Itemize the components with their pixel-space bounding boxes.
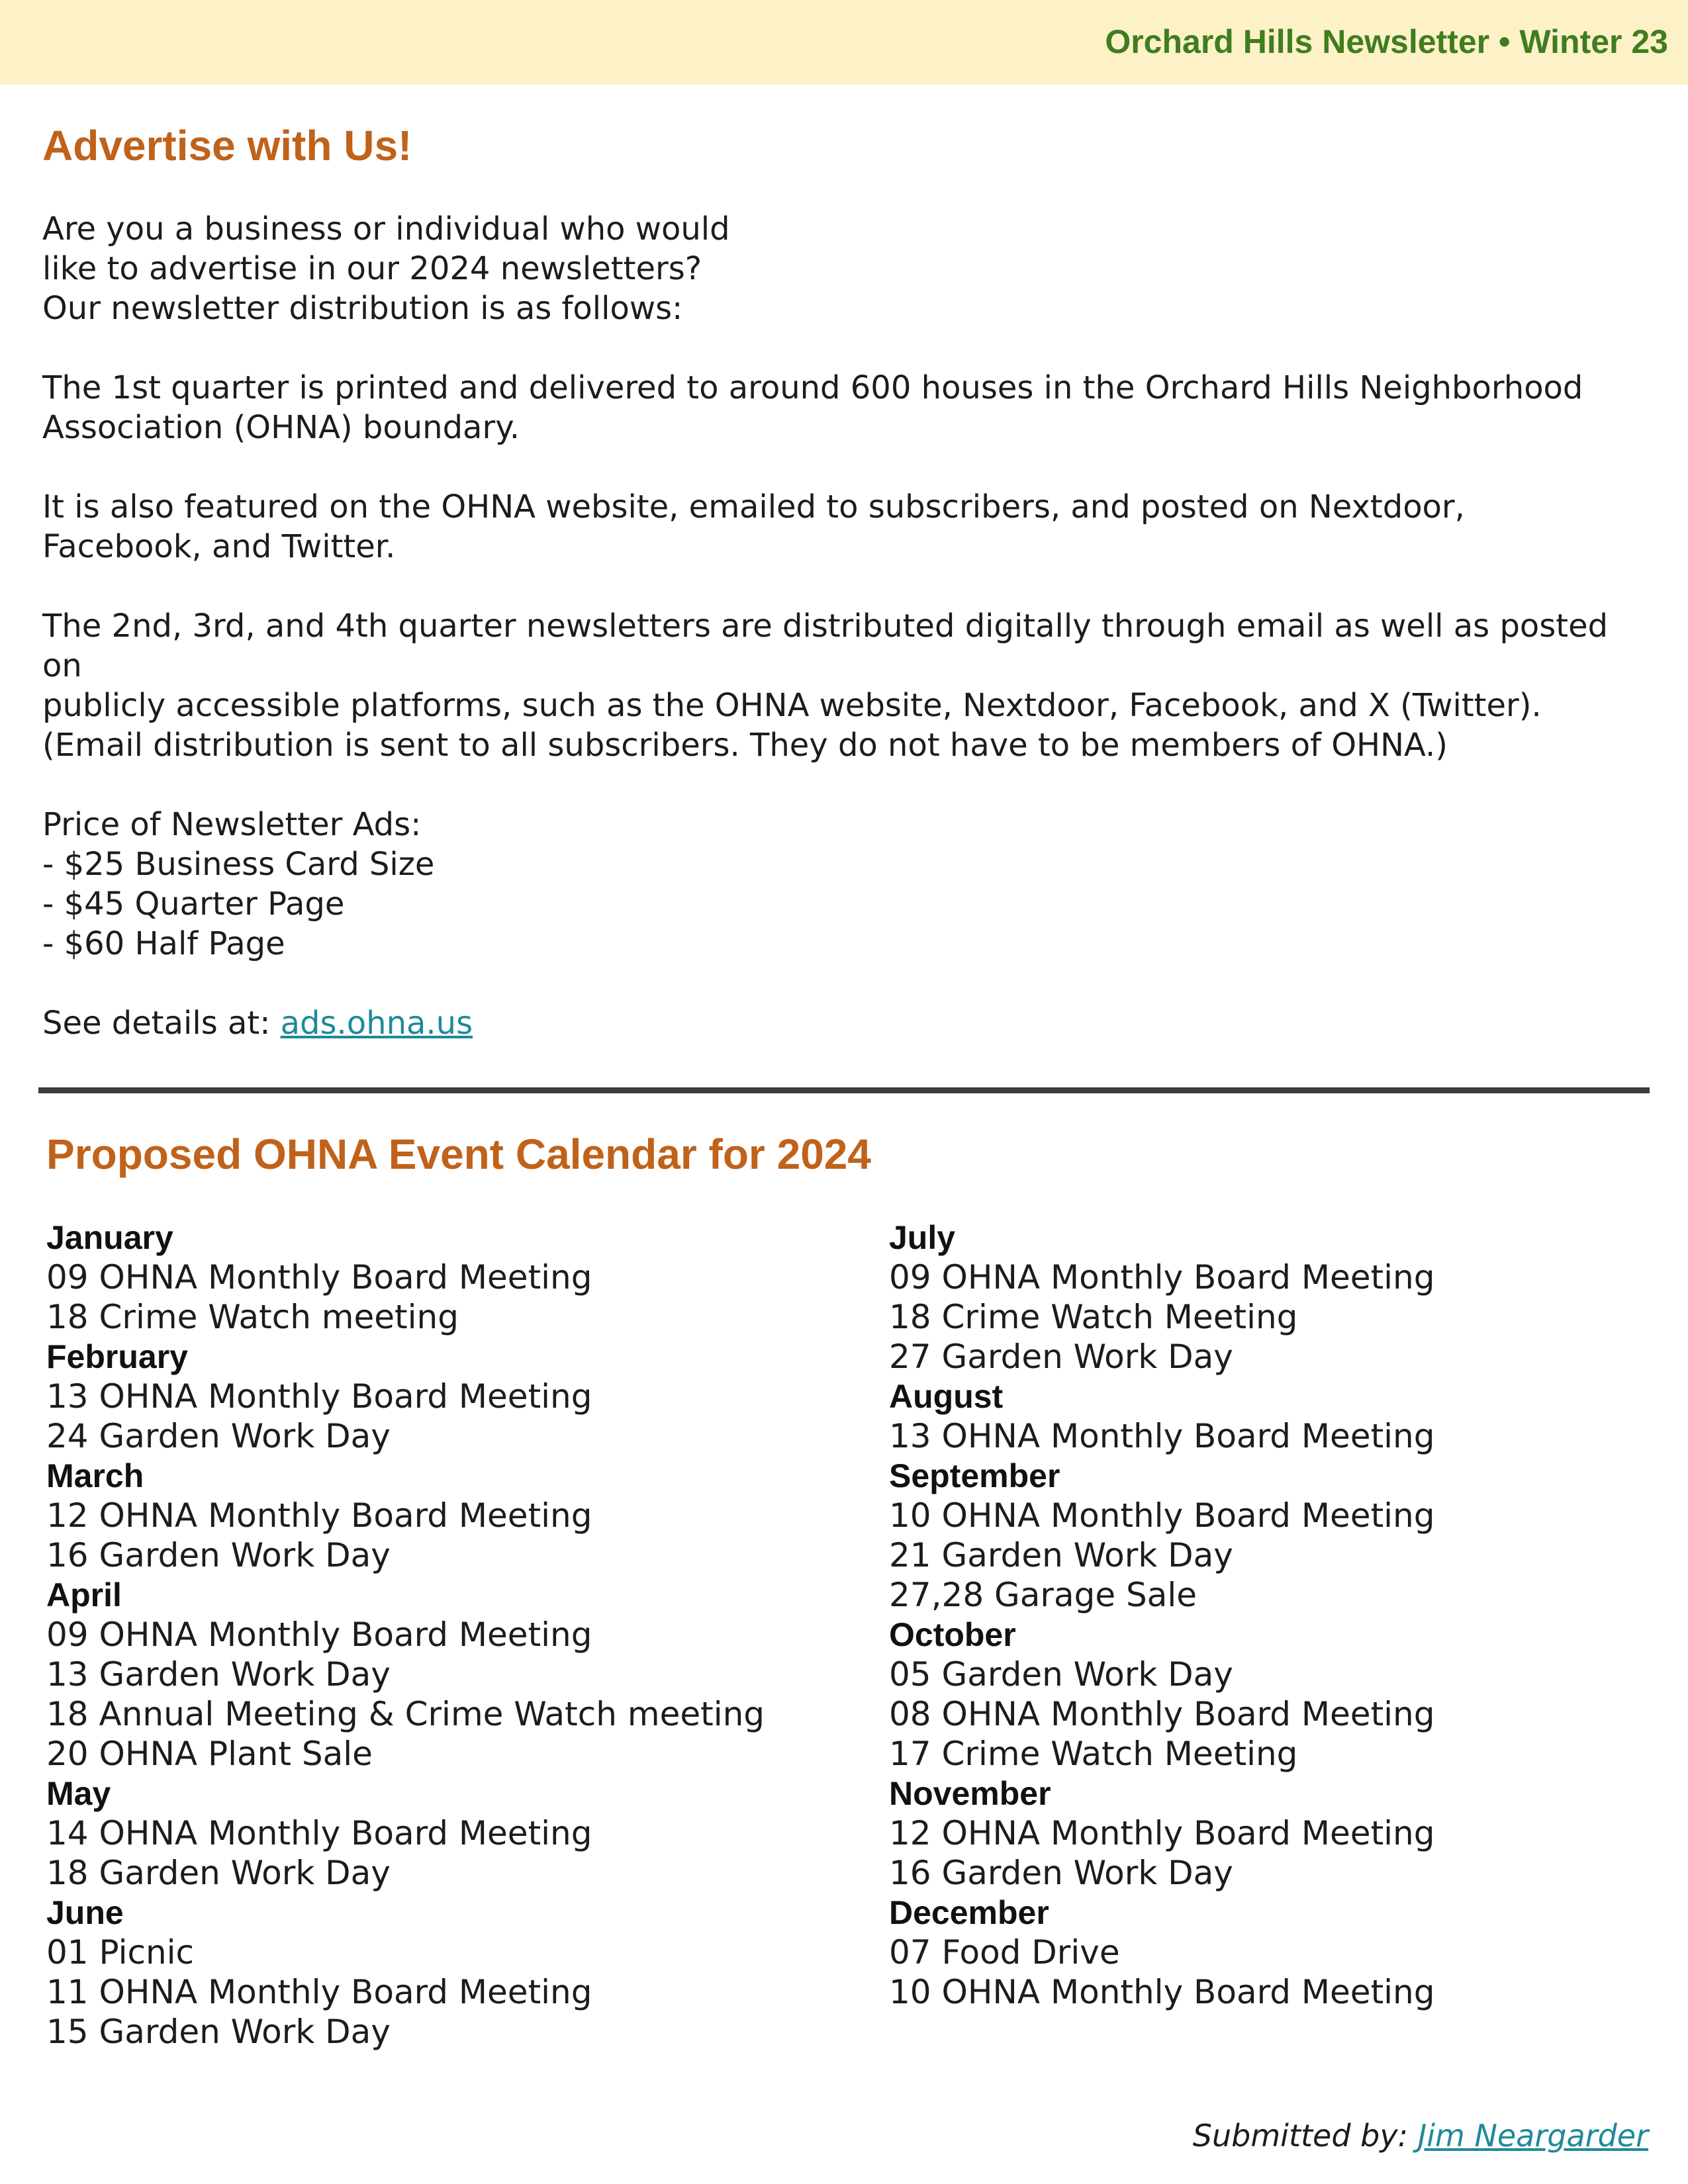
calendar-left-column — [46, 1218, 841, 2052]
calendar-event: 14 OHNA Monthly Board Meeting — [46, 1814, 592, 1852]
calendar-event: 20 OHNA Plant Sale — [46, 1735, 373, 1773]
calendar-right-column — [889, 1218, 1683, 2012]
calendar-event: 17 Crime Watch Meeting — [889, 1735, 1298, 1773]
calendar-event: 11 OHNA Monthly Board Meeting — [46, 1973, 592, 2011]
calendar-month-block — [46, 1893, 841, 2052]
calendar-month-name: July — [889, 1219, 956, 1256]
calendar-month-name: September — [889, 1457, 1060, 1494]
ad-details-link[interactable]: ads.ohna.us — [280, 1005, 473, 1042]
calendar-event: 16 Garden Work Day — [46, 1536, 391, 1574]
advertise-body — [42, 209, 1644, 1043]
calendar-event: 09 OHNA Monthly Board Meeting — [46, 1258, 592, 1297]
calendar-month-block — [889, 1615, 1683, 1774]
calendar-month-block — [889, 1774, 1683, 1893]
calendar-month-block — [889, 1893, 1683, 2012]
newsletter-header-title: Orchard Hills Newsletter • Winter 23 — [1105, 23, 1668, 60]
advertise-paragraph-3: The 2nd, 3rd, and 4th quarter newsletters are distributed digitally through email as well as posted on publicly accessible platforms, such as the OHNA website, Nextdoor, Facebook, and X (Twitter). (Email distribution is sent to all subscribers. They do not have to be members of OHNA.) — [42, 608, 1609, 764]
calendar-event: 18 Garden Work Day — [46, 1854, 391, 1892]
calendar-month-block — [46, 1456, 841, 1575]
calendar-event: 13 OHNA Monthly Board Meeting — [889, 1417, 1435, 1455]
calendar-event: 16 Garden Work Day — [889, 1854, 1233, 1892]
calendar-month-block — [889, 1218, 1683, 1377]
calendar-month-block — [889, 1377, 1683, 1456]
advertise-paragraph-1: The 1st quarter is printed and delivered to around 600 houses in the Orchard Hills Neighborhood Association (OHNA) boundary. — [42, 369, 1583, 446]
calendar-month-block — [46, 1218, 841, 1337]
calendar-event: 01 Picnic — [46, 1933, 195, 1972]
calendar-month-name: February — [46, 1338, 188, 1375]
calendar-month-name: April — [46, 1576, 122, 1614]
calendar-event: 13 Garden Work Day — [46, 1655, 391, 1694]
calendar-event: 07 Food Drive — [889, 1933, 1120, 1972]
calendar-event: 09 OHNA Monthly Board Meeting — [889, 1258, 1435, 1297]
submitted-by-line — [1193, 2118, 1648, 2154]
calendar-event: 09 OHNA Monthly Board Meeting — [46, 1615, 592, 1654]
calendar-event: 05 Garden Work Day — [889, 1655, 1233, 1694]
calendar-event: 18 Crime Watch meeting — [46, 1298, 459, 1336]
calendar-event: 12 OHNA Monthly Board Meeting — [46, 1496, 592, 1535]
header-band — [0, 0, 1688, 85]
advertise-paragraph-2: It is also featured on the OHNA website, emailed to subscribers, and posted on Nextdoor, Facebook, and Twitter. — [42, 488, 1465, 565]
calendar-heading: Proposed OHNA Event Calendar for 2024 — [46, 1130, 871, 1178]
calendar-event: 12 OHNA Monthly Board Meeting — [889, 1814, 1435, 1852]
calendar-event: 24 Garden Work Day — [46, 1417, 391, 1455]
advertise-intro: Are you a business or individual who would like to advertise in our 2024 newsletters? Our newsletter distribution is as follows: — [42, 210, 730, 327]
calendar-event: 15 Garden Work Day — [46, 2013, 391, 2051]
calendar-event: 08 OHNA Monthly Board Meeting — [889, 1695, 1435, 1733]
calendar-month-name: January — [46, 1219, 173, 1256]
calendar-event: 18 Annual Meeting & Crime Watch meeting — [46, 1695, 765, 1733]
calendar-month-name: October — [889, 1616, 1016, 1653]
calendar-month-name: August — [889, 1378, 1004, 1415]
calendar-month-name: March — [46, 1457, 144, 1494]
calendar-month-block — [46, 1774, 841, 1893]
calendar-event: 10 OHNA Monthly Board Meeting — [889, 1973, 1435, 2011]
ad-details-line — [42, 1003, 1644, 1043]
calendar-month-name: December — [889, 1894, 1049, 1931]
submitted-by-name-link[interactable]: Jim Neargarder — [1417, 2118, 1648, 2154]
calendar-event: 10 OHNA Monthly Board Meeting — [889, 1496, 1435, 1535]
calendar-event: 27,28 Garage Sale — [889, 1576, 1197, 1614]
calendar-month-name: May — [46, 1775, 111, 1812]
advertise-heading: Advertise with Us! — [42, 122, 412, 169]
calendar-event: 21 Garden Work Day — [889, 1536, 1233, 1574]
ad-details-label: See details at: — [42, 1005, 281, 1042]
calendar-event: 13 OHNA Monthly Board Meeting — [46, 1377, 592, 1416]
calendar-month-name: June — [46, 1894, 124, 1931]
submitted-by-label: Submitted by: — [1192, 2118, 1418, 2154]
calendar-month-block — [46, 1575, 841, 1774]
section-divider — [38, 1087, 1650, 1093]
calendar-event: 18 Crime Watch Meeting — [889, 1298, 1298, 1336]
calendar-month-block — [46, 1337, 841, 1456]
calendar-month-name: November — [889, 1775, 1051, 1812]
calendar-month-block — [889, 1456, 1683, 1615]
ad-price-list: Price of Newsletter Ads: - $25 Business Card Size - $45 Quarter Page - $60 Half Page — [42, 806, 435, 962]
calendar-event: 27 Garden Work Day — [889, 1338, 1233, 1376]
